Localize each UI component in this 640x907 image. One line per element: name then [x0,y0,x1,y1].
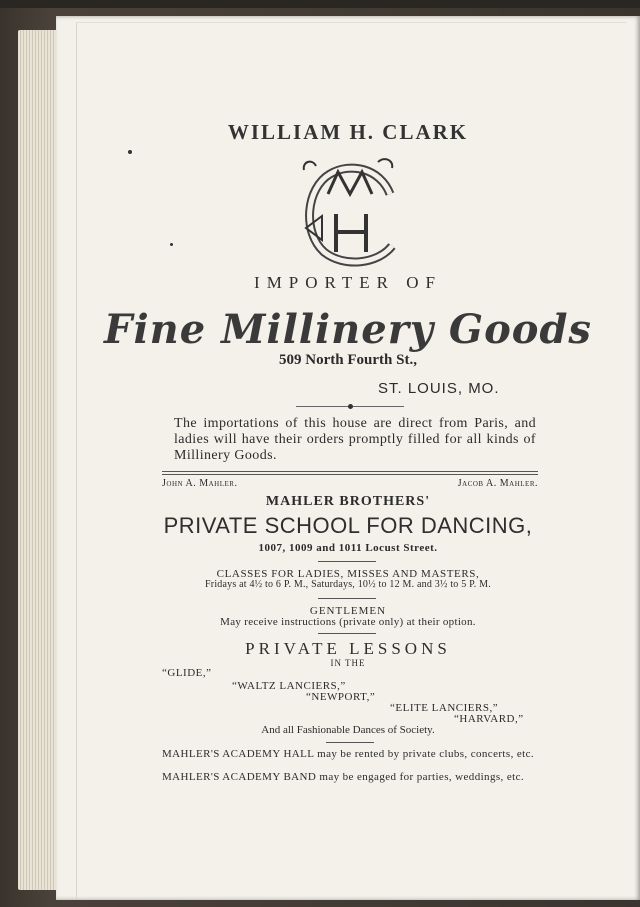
short-rule [318,561,376,562]
company-name: WILLIAM H. CLARK [227,120,469,144]
proprietor-jacob: Jacob A. Mahler. [457,478,538,489]
in-the-label: IN THE [330,658,366,668]
gentlemen-heading: GENTLEMEN [309,605,387,617]
short-rule [318,633,376,634]
classes-heading: CLASSES FOR LADIES, MISSES AND MASTERS, [216,568,480,580]
dance-item: “HARVARD,” [454,713,524,725]
academy-band-note: MAHLER'S ACADEMY BAND may be engaged for parties, weddings, etc. [162,771,525,783]
short-rule [326,742,374,743]
street-address: 509 North Fourth St., [279,352,417,368]
mahler-brothers-heading: MAHLER BROTHERS' [265,494,431,509]
ink-spot [128,150,132,154]
clark-description: The importations of this house are direct from Paris, and ladies will have their orders promptly filled for all kinds of Millinery Goods. [174,416,536,463]
wc-monogram-icon [292,154,412,272]
dancing-school-heading: PRIVATE SCHOOL FOR DANCING, [163,513,533,538]
importer-heading: IMPORTER OF [254,273,442,292]
all-dances-note: And all Fashionable Dances of Society. [261,724,435,736]
advertisement-page [56,16,640,900]
dance-item: “GLIDE,” [162,667,212,679]
proprietor-john: John A. Mahler. [162,478,238,489]
ink-spot [170,243,173,246]
dance-item: “ELITE LANCIERS,” [390,702,499,714]
dance-item: “WALTZ LANCIERS,” [232,680,346,692]
dance-item: “NEWPORT,” [306,691,376,703]
class-times: Fridays at 4½ to 6 P. M., Saturdays, 10½ to 12 M. and 3½ to 5 P. M. [205,579,491,590]
private-lessons-heading: PRIVATE LESSONS [245,639,451,658]
goods-heading: Fine Millinery Goods [104,306,592,353]
short-rule [318,598,376,599]
section-divider [162,471,538,472]
city-address: ST. LOUIS, MO. [378,380,500,397]
academy-hall-note: MAHLER'S ACADEMY HALL may be rented by private clubs, concerts, etc. [162,748,535,760]
ornament-dot [348,404,353,409]
section-divider [162,474,538,475]
gentlemen-note: May receive instructions (private only) at their option. [220,616,476,628]
school-address: 1007, 1009 and 1011 Locust Street. [258,542,438,554]
